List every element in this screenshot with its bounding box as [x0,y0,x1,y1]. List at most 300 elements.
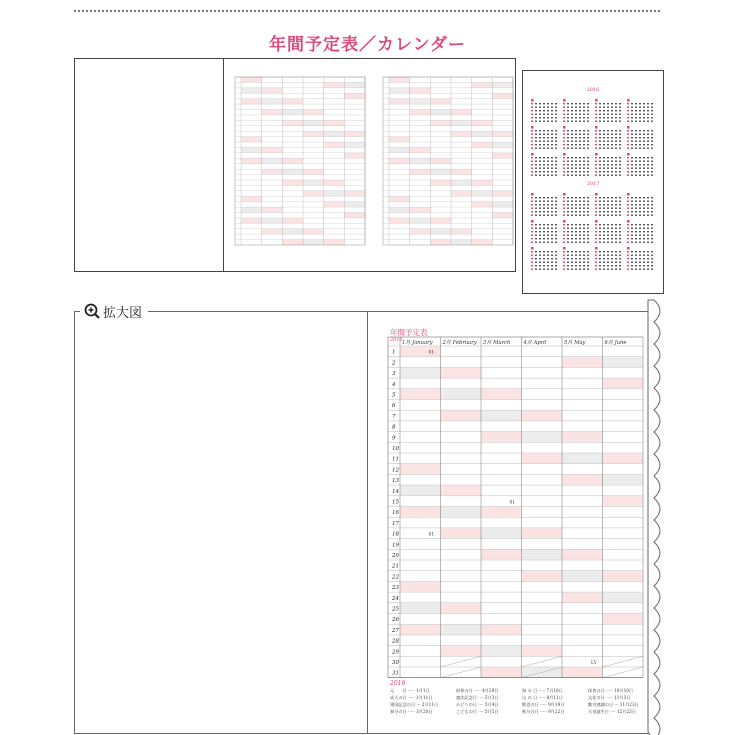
invalid-day-slash [441,656,482,667]
yc-day-dot [535,107,537,108]
yc-month-num [531,99,534,102]
yc-day-dot [627,242,629,243]
yc-day-dot [539,211,541,212]
yc-day-dot [583,197,585,198]
yc-month-num [563,247,566,250]
yc-day-dot [635,242,637,243]
yc-day-dot [571,251,573,252]
yc-month-num [531,126,534,129]
day-cell-band [481,528,522,538]
yc-day-dot [599,161,601,162]
yc-day-dot [631,201,633,202]
yc-day-dot [627,269,629,270]
yc-day-dot [603,117,605,118]
month-header: 4月 April [523,340,547,346]
yc-day-dot [599,141,601,142]
yc-day-dot [547,144,549,145]
thumb-band [410,229,431,234]
yc-day-dot [547,171,549,172]
yc-day-dot [647,235,649,236]
yc-day-dot [595,164,597,165]
yc-day-dot [643,208,645,209]
yc-day-dot [571,231,573,232]
yc-day-dot [567,215,569,216]
yc-day-dot [539,130,541,131]
yc-day-dot [587,144,589,145]
yc-day-dot [647,137,649,138]
yc-day-dot [611,103,613,104]
yc-day-dot [543,117,545,118]
yc-day-dot [567,238,569,239]
yc-day-dot [651,114,653,115]
yc-day-dot [595,251,597,252]
yc-day-dot [611,141,613,142]
yc-day-dot [535,134,537,135]
yc-day-dot [607,255,609,256]
yc-day-dot [607,197,609,198]
yc-day-dot [619,204,621,205]
yc-day-dot [627,265,629,266]
day-label: 6 [392,403,396,410]
yc-day-dot [611,231,613,232]
day-label: 14 [392,488,399,495]
yc-day-dot [651,255,653,256]
yc-day-dot [551,231,553,232]
yc-day-dot [535,201,537,202]
day-cell-band [481,625,522,635]
yc-day-dot [595,130,597,131]
yc-day-dot [599,144,601,145]
yc-day-dot [651,211,653,212]
thumb-band [241,218,262,223]
yc-day-dot [599,265,601,266]
yc-day-dot [563,130,565,131]
yc-day-dot [571,114,573,115]
yc-day-dot [603,224,605,225]
yearly-calendar-drawing [523,71,663,293]
yc-day-dot [531,141,533,142]
yc-day-dot [635,258,637,259]
yc-day-dot [635,171,637,172]
yc-day-dot [535,242,537,243]
yc-day-dot [587,204,589,205]
yc-day-dot [543,262,545,263]
thumb-band [451,110,472,115]
thumb-band [324,191,345,196]
yc-day-dot [603,255,605,256]
yc-day-dot [595,265,597,266]
yc-day-dot [603,110,605,111]
yc-day-dot [547,197,549,198]
thumb-year-1: 2016 [586,87,600,93]
yc-day-dot [627,224,629,225]
yc-day-dot [599,157,601,158]
thumb-band [492,82,513,87]
yc-day-dot [639,137,641,138]
thumb-band [430,180,451,185]
thumb-band [430,240,451,245]
yc-day-dot [563,175,565,176]
day-cell-band [400,347,441,357]
yc-day-dot [547,269,549,270]
yc-day-dot [615,258,617,259]
thumb-band [324,131,345,136]
yc-day-dot [639,208,641,209]
yc-day-dot [587,161,589,162]
yc-day-dot [563,211,565,212]
yc-day-dot [647,269,649,270]
yc-day-dot [539,269,541,270]
thumb-band [344,153,365,158]
yc-day-dot [535,204,537,205]
yc-day-dot [567,103,569,104]
yc-month-num [627,153,630,156]
yc-day-dot [615,238,617,239]
yc-day-dot [575,130,577,131]
yc-day-dot [643,262,645,263]
yc-day-dot [531,197,533,198]
yc-day-dot [583,231,585,232]
yc-day-dot [555,168,557,169]
yc-day-dot [579,269,581,270]
yc-day-dot [531,238,533,239]
yc-day-dot [631,211,633,212]
yc-day-dot [539,134,541,135]
yc-day-dot [535,224,537,225]
yc-day-dot [571,168,573,169]
yc-day-dot [535,215,537,216]
yc-day-dot [575,168,577,169]
yc-day-dot [539,168,541,169]
yc-day-dot [639,103,641,104]
thumb-band [262,110,283,115]
yc-day-dot [599,258,601,259]
yc-day-dot [555,228,557,229]
yc-day-dot [575,262,577,263]
yc-day-dot [631,137,633,138]
yc-day-dot [563,197,565,198]
yc-day-dot [611,269,613,270]
yc-day-dot [575,103,577,104]
yc-month-num [595,99,598,102]
day-cell-band [400,625,441,635]
yc-day-dot [651,175,653,176]
yc-day-dot [571,175,573,176]
yc-day-dot [631,171,633,172]
yc-day-dot [603,161,605,162]
yc-day-dot [539,121,541,122]
yc-day-dot [547,211,549,212]
yc-day-dot [647,215,649,216]
yc-day-dot [607,157,609,158]
yc-day-dot [647,134,649,135]
yc-day-dot [643,168,645,169]
yc-day-dot [611,137,613,138]
yc-day-dot [583,258,585,259]
yc-month-num [627,247,630,250]
yc-day-dot [539,164,541,165]
yc-day-dot [595,110,597,111]
yc-day-dot [635,117,637,118]
yc-day-dot [643,171,645,172]
yc-day-dot [603,164,605,165]
thumb-band [389,77,410,82]
yc-day-dot [631,235,633,236]
yc-day-dot [631,164,633,165]
yc-day-dot [579,117,581,118]
yc-day-dot [639,168,641,169]
yc-day-dot [643,197,645,198]
yc-day-dot [543,231,545,232]
thumb-band [430,169,451,174]
yc-day-dot [539,137,541,138]
yc-day-dot [651,208,653,209]
yc-day-dot [563,103,565,104]
yc-day-dot [551,171,553,172]
yc-day-dot [543,107,545,108]
yc-day-dot [627,215,629,216]
yc-day-dot [575,211,577,212]
yc-day-dot [619,144,621,145]
day-cell-band [441,507,482,517]
yc-day-dot [607,161,609,162]
yc-day-dot [619,130,621,131]
thumb-band [241,207,262,212]
yc-day-dot [571,208,573,209]
yc-day-dot [547,262,549,263]
yc-day-dot [615,168,617,169]
yc-day-dot [635,238,637,239]
day-label: 2 [392,360,396,367]
yc-day-dot [651,144,653,145]
yc-day-dot [651,251,653,252]
yc-day-dot [639,175,641,176]
day-label: 31 [392,670,399,677]
invalid-day-slash [603,656,644,667]
yc-day-dot [627,164,629,165]
yc-day-dot [627,130,629,131]
yc-day-dot [563,164,565,165]
yc-day-dot [607,228,609,229]
thumb-band [472,82,493,87]
yc-day-dot [607,269,609,270]
yc-day-dot [643,242,645,243]
yc-day-dot [547,134,549,135]
yc-day-dot [547,175,549,176]
yc-day-dot [551,103,553,104]
yc-day-dot [615,224,617,225]
yc-day-dot [579,204,581,205]
yc-day-dot [547,141,549,142]
thumb-band [472,180,493,185]
thumb-band [492,131,513,136]
yc-day-dot [615,130,617,131]
yc-day-dot [647,238,649,239]
yc-day-dot [579,130,581,131]
yc-day-dot [599,110,601,111]
thumb-band [492,212,513,217]
yc-day-dot [583,255,585,256]
yc-day-dot [567,262,569,263]
thumb-band [282,120,303,125]
yc-day-dot [603,130,605,131]
thumb-band [344,131,365,136]
yc-day-dot [535,130,537,131]
yc-day-dot [595,161,597,162]
yc-day-dot [535,235,537,236]
yc-day-dot [631,238,633,239]
yc-day-dot [635,168,637,169]
yc-day-dot [587,215,589,216]
yc-day-dot [531,231,533,232]
day-cell-band [481,389,522,399]
yc-day-dot [567,224,569,225]
yc-day-dot [599,262,601,263]
yc-day-dot [627,255,629,256]
yc-day-dot [635,164,637,165]
yc-day-dot [635,208,637,209]
day-label: 9 [392,435,396,442]
yc-day-dot [611,258,613,259]
thumb-band [324,120,345,125]
yc-day-dot [583,251,585,252]
yc-day-dot [543,171,545,172]
yc-day-dot [583,144,585,145]
day-cell-band [400,507,441,517]
yc-day-dot [535,164,537,165]
yc-day-dot [575,228,577,229]
yc-day-dot [615,242,617,243]
calendar-year-small: 2016 [390,337,403,343]
yc-day-dot [563,137,565,138]
yc-day-dot [647,204,649,205]
yc-day-dot [603,201,605,202]
yc-day-dot [567,235,569,236]
yc-day-dot [563,251,565,252]
yc-day-dot [563,110,565,111]
yc-day-dot [547,215,549,216]
yc-day-dot [639,265,641,266]
yc-day-dot [551,238,553,239]
yc-day-dot [615,148,617,149]
yc-day-dot [603,204,605,205]
yc-day-dot [647,171,649,172]
yc-day-dot [571,171,573,172]
yc-day-dot [587,117,589,118]
yc-month-num [627,193,630,196]
yc-day-dot [615,157,617,158]
yc-day-dot [535,255,537,256]
yc-day-dot [535,228,537,229]
yc-day-dot [551,251,553,252]
yc-day-dot [615,121,617,122]
thumb-band [324,180,345,185]
yc-day-dot [535,262,537,263]
yc-day-dot [535,141,537,142]
yc-day-dot [635,121,637,122]
yc-day-dot [647,262,649,263]
yc-day-dot [583,164,585,165]
yc-day-dot [639,224,641,225]
yc-day-dot [587,157,589,158]
yc-day-dot [551,148,553,149]
yc-day-dot [543,157,545,158]
yc-day-dot [563,238,565,239]
yc-day-dot [651,168,653,169]
yc-day-dot [635,110,637,111]
yc-day-dot [615,114,617,115]
yc-day-dot [571,269,573,270]
day-label: 22 [392,574,399,581]
day-label: 27 [392,627,399,634]
yc-day-dot [575,215,577,216]
yc-day-dot [575,171,577,172]
yc-day-dot [603,114,605,115]
yc-day-dot [651,107,653,108]
holiday-entry: 山 の 日 ····· 8月11日 [522,695,563,700]
yc-day-dot [563,255,565,256]
yc-day-dot [611,117,613,118]
holiday-entry: 憲法記念日 ···· 5月3日 [456,695,499,700]
yc-day-dot [531,215,533,216]
yc-day-dot [595,235,597,236]
yc-day-dot [603,168,605,169]
yc-day-dot [567,269,569,270]
yc-day-dot [595,171,597,172]
yc-day-dot [587,211,589,212]
magnifier-icon [84,303,100,319]
zoomed-calendar [388,328,648,677]
yc-day-dot [607,144,609,145]
yc-day-dot [555,211,557,212]
yc-day-dot [615,208,617,209]
yc-month-num [531,153,534,156]
yc-day-dot [647,141,649,142]
yc-day-dot [587,251,589,252]
yc-day-dot [635,137,637,138]
yc-day-dot [535,148,537,149]
yc-day-dot [535,117,537,118]
yc-day-dot [643,235,645,236]
yc-day-dot [603,175,605,176]
yc-day-dot [543,134,545,135]
yc-day-dot [587,114,589,115]
yc-day-dot [611,255,613,256]
day-cell-band [522,528,563,538]
yc-day-dot [599,224,601,225]
yc-day-dot [607,242,609,243]
yc-day-dot [603,269,605,270]
yc-day-dot [547,164,549,165]
yc-day-dot [603,171,605,172]
yc-day-dot [603,242,605,243]
yc-day-dot [627,117,629,118]
yc-day-dot [535,121,537,122]
yc-day-dot [535,161,537,162]
yc-day-dot [567,201,569,202]
yc-day-dot [547,148,549,149]
day-label: 19 [392,542,399,549]
yc-day-dot [627,201,629,202]
yc-day-dot [555,137,557,138]
yc-day-dot [583,208,585,209]
yc-month-num [595,220,598,223]
yc-day-dot [615,262,617,263]
yc-day-dot [563,121,565,122]
day-cell-band [603,379,644,389]
yc-day-dot [619,148,621,149]
yc-day-dot [599,228,601,229]
